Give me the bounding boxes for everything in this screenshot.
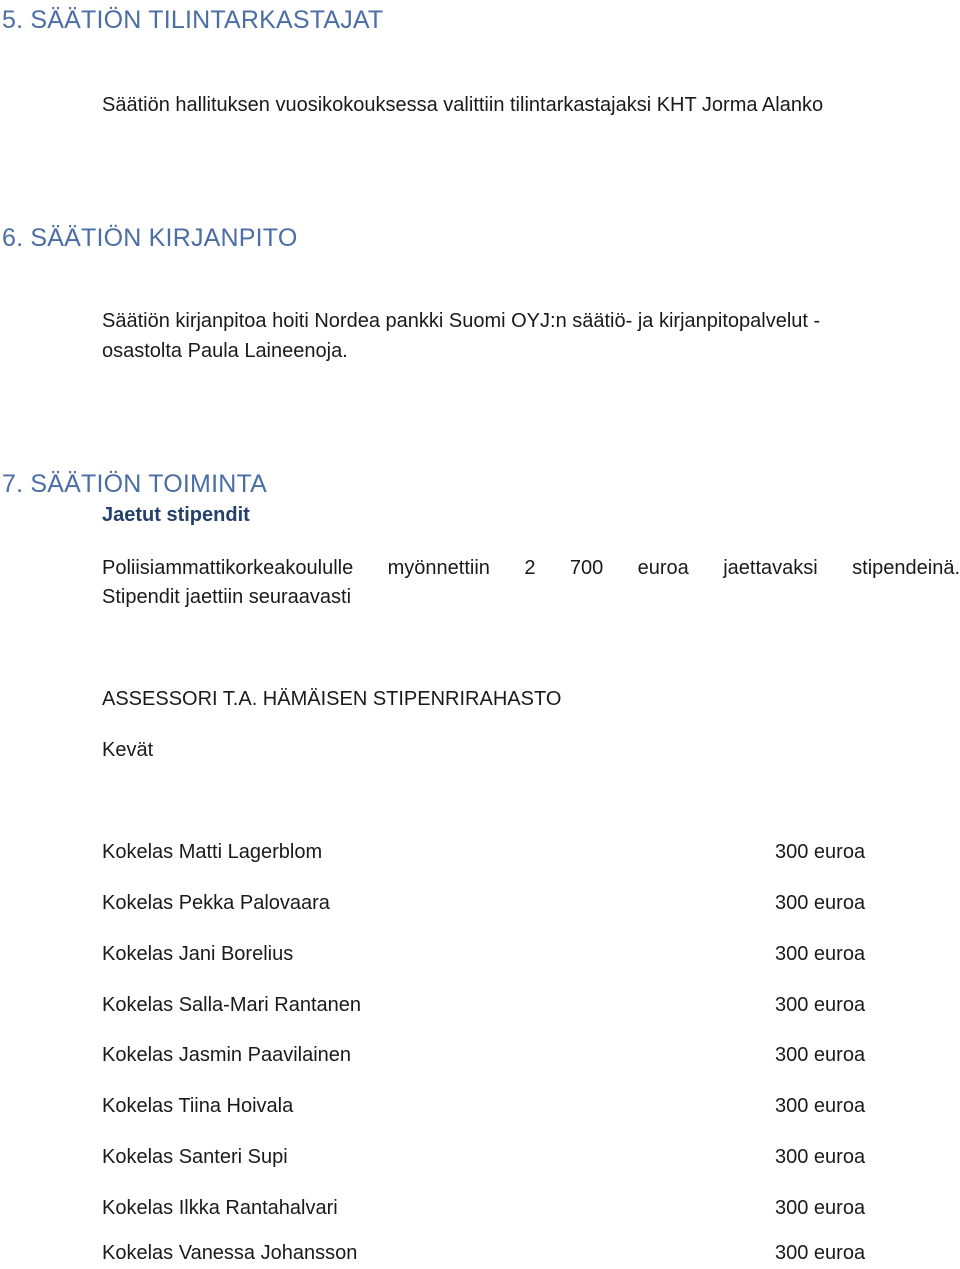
recipient-amount: 300 euroa (775, 1044, 866, 1066)
recipient-amount: 300 euroa (775, 1242, 866, 1264)
section-7-heading: 7. SÄÄTIÖN TOIMINTA (2, 470, 267, 498)
section-5-heading: 5. SÄÄTIÖN TILINTARKASTAJAT (2, 6, 384, 34)
recipient-name: Kokelas Matti Lagerblom (102, 841, 323, 863)
recipient-amount: 300 euroa (775, 943, 866, 965)
recipient-amount: 300 euroa (775, 841, 866, 863)
recipient-name: Kokelas Jani Borelius (102, 943, 294, 965)
recipient-amount: 300 euroa (775, 994, 866, 1016)
recipient-name: Kokelas Salla-Mari Rantanen (102, 994, 362, 1016)
section-6-text-line-2: osastolta Paula Laineenoja. (102, 340, 348, 362)
recipient-name: Kokelas Ilkka Rantahalvari (102, 1197, 338, 1219)
section-7-text-line-1: Poliisiammattikorkeakoululle myönnettiin 2 700 euroa jaettavaksi stipendeinä. (102, 557, 960, 579)
recipient-amount: 300 euroa (775, 1095, 866, 1117)
section-7-text-line-2: Stipendit jaettiin seuraavasti (102, 586, 352, 608)
section-6-text-line-1: Säätiön kirjanpitoa hoiti Nordea pankki Suomi OYJ:n säätiö- ja kirjanpitopalvelut - (102, 310, 821, 332)
recipient-name: Kokelas Pekka Palovaara (102, 892, 330, 914)
term-label: Kevät (102, 739, 154, 761)
recipient-name: Kokelas Jasmin Paavilainen (102, 1044, 352, 1066)
recipient-name: Kokelas Vanessa Johansson (102, 1242, 358, 1264)
section-7-subheading: Jaetut stipendit (102, 504, 250, 526)
section-6-heading: 6. SÄÄTIÖN KIRJANPITO (2, 224, 298, 252)
recipient-name: Kokelas Santeri Supi (102, 1146, 288, 1168)
section-5-text: Säätiön hallituksen vuosikokouksessa valittiin tilintarkastajaksi KHT Jorma Alanko (102, 94, 824, 116)
fund-name: ASSESSORI T.A. HÄMÄISEN STIPENRIRAHASTO (102, 688, 562, 710)
recipient-amount: 300 euroa (775, 1197, 866, 1219)
recipient-name: Kokelas Tiina Hoivala (102, 1095, 294, 1117)
recipient-amount: 300 euroa (775, 1146, 866, 1168)
recipient-amount: 300 euroa (775, 892, 866, 914)
